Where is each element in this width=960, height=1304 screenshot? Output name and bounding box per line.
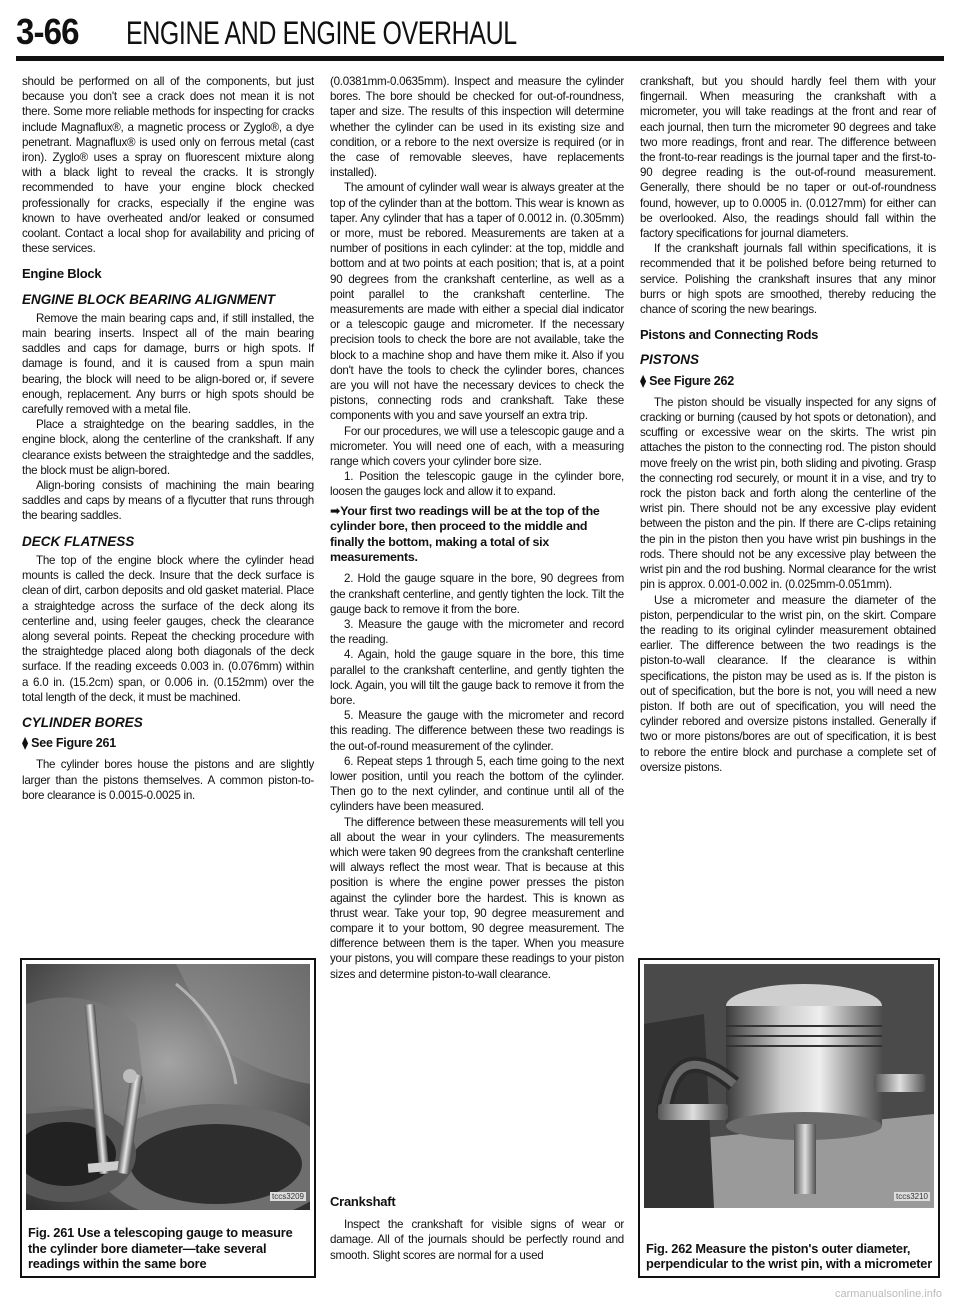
step-1: 1. Position the telescopic gauge in the cylinder bore, loosen the gauges lock and allow it to expand.: [330, 470, 624, 499]
step-3: 3. Measure the gauge with the micrometer and record the reading.: [330, 617, 624, 647]
bullet-icon: ⧫: [640, 373, 650, 388]
column-1: [22, 74, 314, 803]
paragraph: Inspect the crankshaft for visible signs of wear or damage. All of the journals should be perfectly round and smooth. Slight scores are normal for a used: [330, 1218, 624, 1262]
step-4: 4. Again, hold the gauge square in the bore, this time parallel to the crankshaft centerline, and gently tighten the lock. Again, you will tilt the gauge back to remove it from the bore.: [330, 648, 624, 707]
figure-code: tccs3209: [271, 1192, 304, 1201]
figure-caption: Fig. 262 Measure the piston's outer diameter, perpendicular to the wrist pin, with a micrometer: [646, 1240, 933, 1272]
heading-engine-block: Engine Block: [22, 266, 102, 282]
paragraph: Place a straightedge on the bearing saddles, in the engine block, along the centerline of the crankshaft. If any clearance exists between the straightedge and the saddles, the block must be align-bored.: [22, 418, 314, 477]
see-figure-262[interactable]: ⧫ See Figure 262: [640, 373, 734, 388]
page-number: 3-66: [16, 11, 79, 52]
figure-caption: Fig. 261 Use a telescoping gauge to measure the cylinder bore diameter—take several readings within the same bore: [28, 1225, 293, 1272]
figure-262: [638, 958, 940, 1278]
piston-micrometer-illustration: [644, 964, 934, 1208]
bullet-icon: ⧫: [22, 736, 32, 751]
paragraph: For our procedures, we will use a telescopic gauge and a micrometer. You will need one of each, with a measuring range which covers your cylinder bore size.: [330, 424, 624, 469]
telescoping-gauge-photo: [26, 964, 310, 1210]
paragraph: The amount of cylinder wall wear is always greater at the top of the cylinder than at the bottom. This wear is known as taper. Any cylinder that has a taper of 0.0012 in. (0.305mm) or more, must be rebored. Measurements are taken at a number of positions in each cylinder: at the top, middle and bottom and at two points at each position; that is, at a point 90 degrees from the crankshaft centerline, as well as a point parallel to the crankshaft centerline. The measurements are made with either a special dial indicator or a telescopic gauge and micrometer. If the necessary precision tools to check the bore are not available, take the block to a machine shop and have them mike it. Also if you don't have the tools to check the cylinder bores, chances are you will not have the necessary devices to check the pistons, connecting rods and crankshaft. Take these components with you and save yourself an extra trip.: [330, 181, 624, 423]
paragraph: The piston should be visually inspected for any signs of cracking or burning (caused by hot spots or detonation), and scuffing or excessive wear on the skirts. The wrist pin attaches the piston to the connecting rod. The piston should move freely on the wrist pin, both sliding and pivoting. Grasp the connecting rod securely, or mount it in a vise, and try to rock the piston back and forth along the centerline of the wrist pin. There should not be any excessive play evident between the piston and the pin. If there are C-clips retaining the pin in the piston then you have wrist pin bushings in the rods. There should not be any excessive play between the wrist pin and the rod bushing. Normal clearance for the wrist pin is approx. 0.001-0.002 in. (0.025mm-0.051mm).: [640, 395, 936, 592]
heading-bearing-alignment: ENGINE BLOCK BEARING ALIGNMENT: [22, 291, 275, 307]
column-3: [640, 74, 936, 775]
figure-261: [20, 958, 316, 1278]
paragraph: If the crankshaft journals fall within specifications, it is recommended that it be polished before being returned to service. Polishing the crankshaft insures that any minor burrs or high spots are smoothed, thereby reducing the chance of scoring the new bearings.: [640, 242, 936, 317]
telescoping-gauge-illustration: [26, 964, 310, 1210]
paragraph: (0.0381mm-0.0635mm). Inspect and measure the cylinder bores. The bore should be checked for out-of-roundness, taper and size. The results of this inspection will determine whether the cylinder can be used in its existing size and condition, or a rebore to the next oversize is required (or in the case of removable sleeves, have replacements installed).: [330, 75, 624, 180]
figure-code: tccs3210: [895, 1192, 928, 1201]
heading-pistons-rods: Pistons and Connecting Rods: [640, 327, 819, 343]
chapter-title: ENGINE AND ENGINE OVERHAUL: [126, 15, 517, 51]
piston-micrometer-photo: [644, 964, 934, 1208]
crankshaft-section: [330, 1194, 624, 1263]
see-figure-261[interactable]: ⧫ See Figure 261: [22, 736, 116, 751]
paragraph: The top of the engine block where the cylinder head mounts is called the deck. Insure that the deck surface is clean of dirt, carbon deposits and old gasket material. Place a straightedge across the surface of the deck along its centerline and, using feeler gauges, check the clearance along several points. Repeat the checking procedure with the straightedge placed along both diagonals of the deck surface. If the reading exceeds 0.003 in. (0.076mm) within a 6.0 in. (15.2cm) span, or 0.006 in. (0.152mm) over the total length of the deck, it must be machined.: [22, 553, 314, 704]
column-2: [330, 74, 624, 982]
heading-deck-flatness: DECK FLATNESS: [22, 533, 135, 549]
paragraph: Align-boring consists of machining the main bearing saddles and caps by means of a flycutter that runs through the bearing saddles.: [22, 479, 314, 523]
page-header: [16, 10, 946, 60]
step-5: 5. Measure the gauge with the micrometer and record this reading. The difference between these two readings is the out-of-round measurement of the cylinder.: [330, 709, 624, 753]
paragraph: Remove the main bearing caps and, if still installed, the main bearing inserts. Inspect all of the main bearing saddles and caps for damage, burrs or high spots. If damage is found, and it is caused from a spun main bearing, the block will need to be align-bored or, if severe enough, replacement. Any burrs or high spots should be carefully removed with a metal file.: [22, 311, 314, 417]
paragraph: crankshaft, but you should hardly feel them with your fingernail. When measuring the crankshaft with a micrometer, you will take readings at the front and rear of each journal, then turn the micrometer 90 degrees and take two more readings, front and rear. The difference between the front-to-rear readings is the journal taper and the first-to-90 degree reading is the out-of-round measurement. Generally, there should be no taper or out-of-roundness found, however, up to 0.0005 in. (0.0127mm) for either can be overlooked. Also, the readings should fall within the factory specifications for journal diameters.: [640, 75, 936, 241]
paragraph: The difference between these measurements will tell you all about the wear in your cylinders. The measurements which were taken 90 degrees from the crankshaft centerline will always reflect the most wear. That is because at this position is where the engine power presses the piston against the cylinder bore the hardest. This is known as thrust wear. Take your top, 90 degree measurement and compare it to your bottom, 90 degree measurement. The difference between them is the taper. When you measure your pistons, you will compare these readings to your piston sizes and determine piston-to-wall clearance.: [330, 815, 624, 981]
paragraph: Use a micrometer and measure the diameter of the piston, perpendicular to the wrist pin, on the skirt. Compare the reading to its original cylinder measurement obtained earlier. The difference between the two readings is the piston-to-wall clearance. If the clearance is within specifications, the piston may be used as is. If the piston is out of specification, but the bore is not, you will need a new piston. If both are out of specification, you will need the cylinder rebored and oversize pistons installed. Generally if two or more pistons/bores are out of specification, it is best to rebore the entire block and purchase a complete set of oversize pistons.: [640, 593, 936, 774]
note: ➡Your first two readings will be at the top of the cylinder bore, then proceed to the middle and finally the bottom, making a total of six measurements.: [330, 503, 600, 564]
paragraph: should be performed on all of the components, but just because you don't see a crack does not mean it is not there. Some more reliable methods for inspecting for cracks include Magnaflux®, a magnetic process or Zyglo®, a dye penetrant. Magnaflux® is used only on ferrous metal (cast iron). Zyglo® uses a spray on fluorescent mixture along with a black light to reveal the cracks. It is strongly recommended to have your engine block checked professionally for cracks, especially if the engine was known to have overheated and/or leaked or consumed coolant. Contact a local shop for availability and pricing of these services.: [22, 75, 314, 256]
heading-crankshaft: Crankshaft: [330, 1194, 396, 1209]
heading-cylinder-bores: CYLINDER BORES: [22, 714, 143, 730]
heading-pistons: PISTONS: [640, 352, 700, 368]
step-2: 2. Hold the gauge square in the bore, 90 degrees from the crankshaft centerline, and gently tighten the lock. Tilt the gauge back to remove it from the bore.: [330, 572, 624, 616]
header-rule: [16, 56, 944, 61]
paragraph: The cylinder bores house the pistons and are slightly larger than the pistons themselves. A common piston-to-bore clearance is 0.0015-0.0025 in.: [22, 758, 314, 802]
step-6: 6. Repeat steps 1 through 5, each time going to the next lower position, until you reach the bottom of the cylinder. Then go to the next cylinder, and continue until all of the cylinders have been measured.: [330, 754, 624, 814]
watermark: carmanualsonline.info: [834, 1288, 942, 1300]
